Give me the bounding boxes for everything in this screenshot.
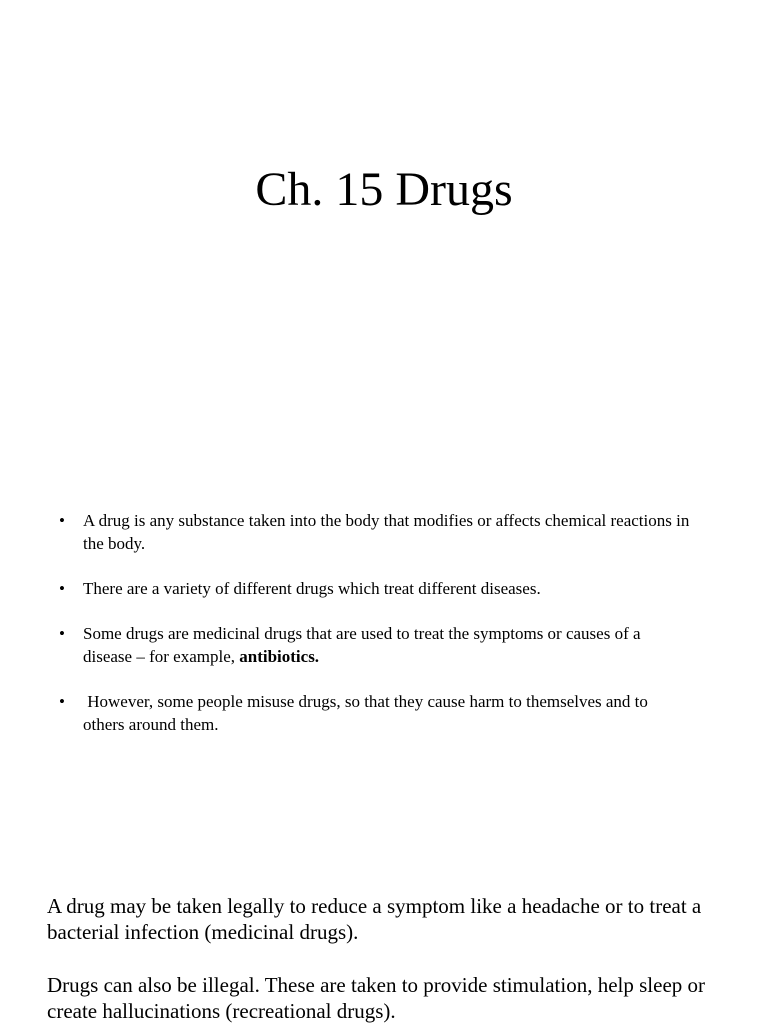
- bullet-text: However, some people misuse drugs, so that they cause harm to themselves and to others around them.: [83, 692, 653, 734]
- bullet-text: Some drugs are medicinal drugs that are used to treat the symptoms or causes of a disease – for example,: [83, 624, 641, 666]
- bullet-dot: •: [59, 511, 65, 530]
- bullet-dot: •: [59, 579, 65, 598]
- bullet-text: There are a variety of different drugs which treat different diseases.: [83, 579, 541, 598]
- paragraph: Drugs can also be illegal. These are taken to provide stimulation, help sleep or create hallucinations (recreational drugs).: [47, 973, 706, 1023]
- bullet-text: A drug is any substance taken into the body that modifies or affects chemical reactions in the body.: [83, 511, 690, 553]
- bullet-bold-term: antibiotics.: [239, 647, 320, 666]
- paragraph: A drug may be taken legally to reduce a symptom like a headache or to treat a bacterial infection (medicinal drugs).: [47, 894, 702, 944]
- slide-title: Ch. 15 Drugs: [255, 163, 513, 216]
- bullet-dot: •: [59, 624, 65, 643]
- bullet-dot: •: [59, 692, 65, 711]
